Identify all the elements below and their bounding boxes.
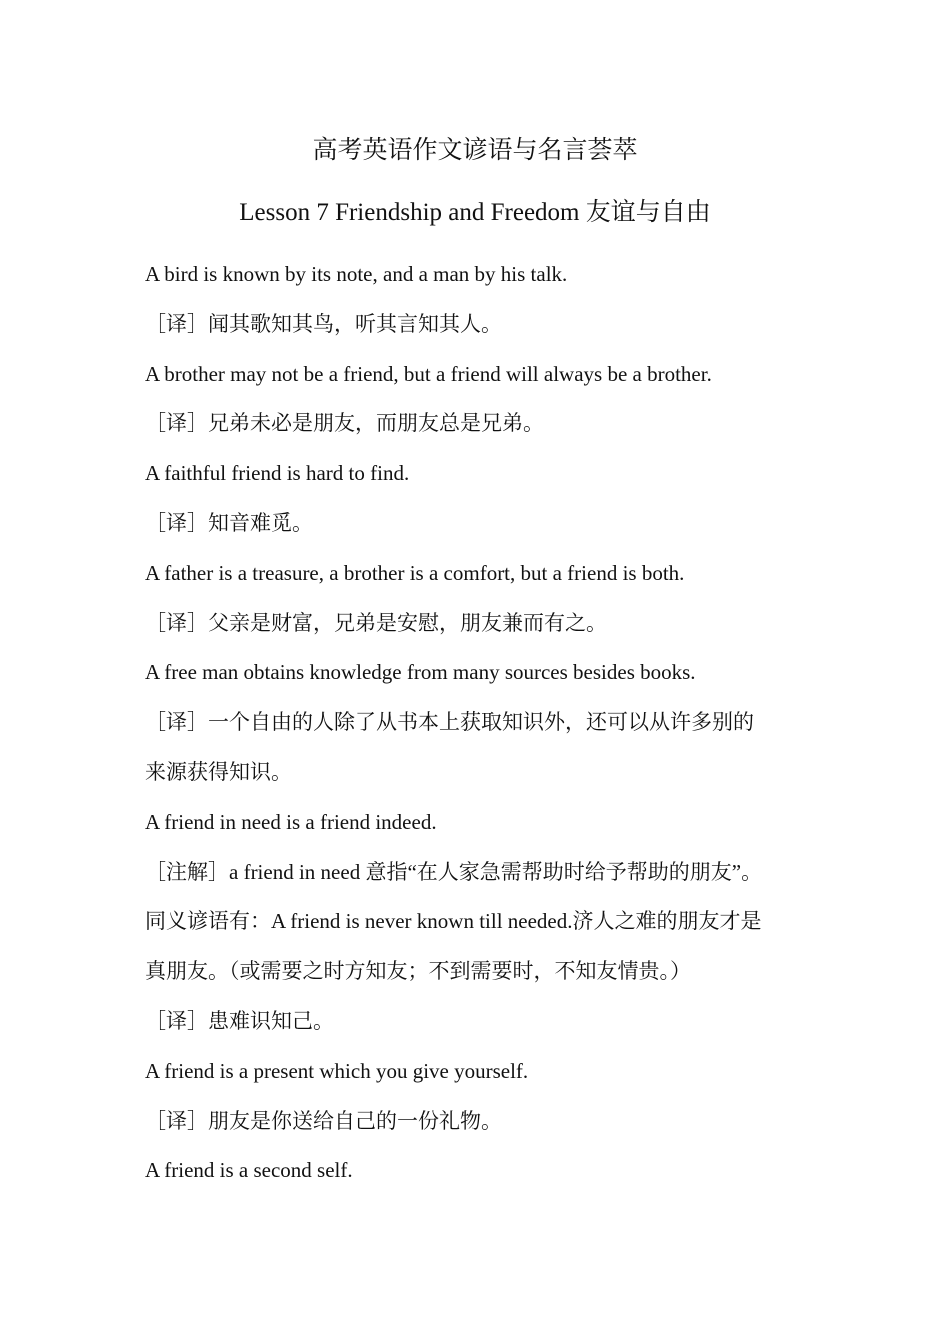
document-body bbox=[145, 258, 815, 1204]
translation-line: ［译］兄弟未必是朋友，而朋友总是兄弟。 bbox=[145, 411, 544, 436]
translation-line: ［译］闻其歌知其鸟，听其言知其人。 bbox=[145, 311, 502, 336]
proverb-line: A brother may not be a friend, but a friend will always be a brother. bbox=[145, 361, 712, 386]
proverb-line: A father is a treasure, a brother is a comfort, but a friend is both. bbox=[145, 560, 685, 585]
note-line: ［注解］a friend in need 意指“在人家急需帮助时给予帮助的朋友”。 bbox=[145, 859, 763, 884]
proverb-line: A faithful friend is hard to find. bbox=[145, 461, 410, 486]
lesson-heading: Lesson 7 Friendship and Freedom 友谊与自由 bbox=[239, 199, 711, 226]
proverb-line: A free man obtains knowledge from many sources besides books. bbox=[145, 660, 696, 685]
translation-line: ［译］知音难觅。 bbox=[145, 510, 313, 535]
translation-line: ［译］患难识知己。 bbox=[145, 1008, 334, 1033]
proverb-line: A friend is a second self. bbox=[145, 1158, 353, 1183]
note-continuation-line: 同义谚语有：A friend is never known till needed.济人之难的朋友才是 bbox=[145, 909, 762, 934]
translation-continuation-line: 来源获得知识。 bbox=[145, 759, 292, 784]
translation-line: ［译］父亲是财富，兄弟是安慰，朋友兼而有之。 bbox=[145, 610, 607, 635]
proverb-line: A friend in need is a friend indeed. bbox=[145, 809, 437, 834]
proverb-line: A friend is a present which you give yourself. bbox=[145, 1058, 529, 1083]
note-continuation-line: 真朋友。（或需要之时方知友；不到需要时，不知友情贵。） bbox=[145, 959, 691, 984]
document-title: 高考英语作文谚语与名言荟萃 bbox=[312, 137, 638, 164]
translation-line: ［译］一个自由的人除了从书本上获取知识外，还可以从许多别的 bbox=[145, 710, 754, 735]
proverb-line: A bird is known by its note, and a man by his talk. bbox=[145, 262, 568, 286]
translation-line: ［译］朋友是你送给自己的一份礼物。 bbox=[145, 1108, 502, 1133]
